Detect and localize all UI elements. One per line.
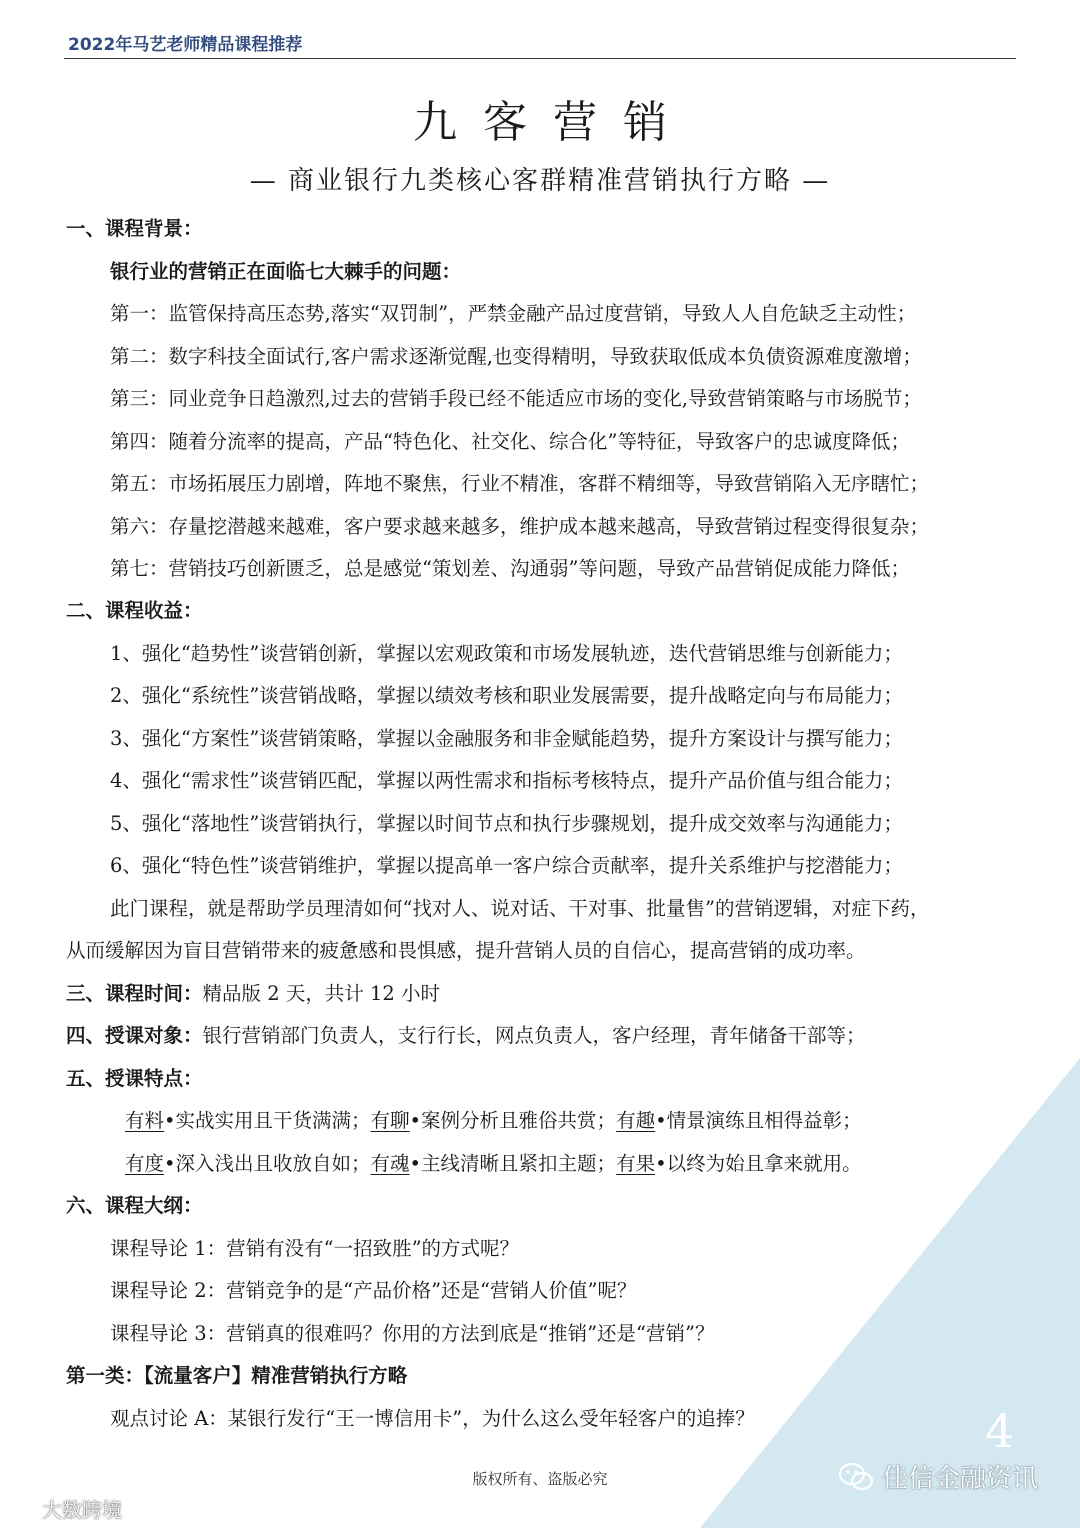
feature-key: 有果: [616, 1152, 656, 1175]
feature-text: •以终为始且拿来就用。: [655, 1152, 862, 1175]
discussion-item: 观点讨论 A：某银行发行“王一博信用卡”，为什么这么受年轻客户的追捧？: [110, 1407, 755, 1430]
feature-key: 有料: [125, 1109, 165, 1132]
feature-key: 有度: [125, 1152, 165, 1175]
course-time-value: 精品版 2 天，共计 12 小时: [202, 982, 441, 1005]
benefit-item: 4、强化“需求性”谈营销匹配，掌握以两性需求和指标考核特点，提升产品价值与组合能力；: [110, 769, 903, 792]
watermark-left: [10, 1494, 122, 1523]
feature-key: 有聊: [370, 1109, 410, 1132]
watermark-left-text: 大数跨境: [42, 1498, 122, 1522]
section-heading-outline: 六、课程大纲：: [66, 1194, 203, 1217]
background-item: 第一：监管保持高压态势,落实“双罚制”，严禁金融产品过度营销，导致人人自危缺乏主动性；: [110, 302, 917, 325]
benefit-item: 3、强化“方案性”谈营销策略，掌握以金融服务和非金赋能趋势，提升方案设计与撰写能力；: [110, 727, 903, 750]
benefit-item: 2、强化“系统性”谈营销战略，掌握以绩效考核和职业发展需要，提升战略定向与布局能力；: [110, 684, 903, 707]
benefit-item: 6、强化“特色性”谈营销维护，掌握以提高单一客户综合贡献率，提升关系维护与挖潜能力；: [110, 854, 903, 877]
course-audience-value: 银行营销部门负责人，支行行长，网点负责人，客户经理，青年储备干部等；: [202, 1024, 866, 1047]
page-header: 2022年马艺老师精品课程推荐: [68, 35, 303, 55]
feature-text: •案例分析且雅俗共赏；: [409, 1109, 617, 1132]
brand-logo-icon: [10, 1498, 36, 1520]
wechat-icon: [838, 1462, 874, 1492]
benefit-item: 5、强化“落地性”谈营销执行，掌握以时间节点和执行步骤规划，提升成交效率与沟通能力；: [110, 812, 903, 835]
background-item: 第四：随着分流率的提高，产品“特色化、社交化、综合化”等特征，导致客户的忠诚度降低；: [110, 430, 910, 453]
features-row: [125, 1152, 862, 1176]
header-divider: [64, 58, 1016, 59]
background-item: 第五：市场拓展压力剧增，阵地不聚焦，行业不精准，客群不精细等，导致营销陷入无序瞎忙；: [110, 472, 930, 495]
feature-key: 有趣: [616, 1109, 656, 1132]
course-audience: [66, 1024, 866, 1048]
page-title: 九客营销: [413, 97, 693, 148]
copyright-footer: 版权所有、盗版必究: [472, 1470, 608, 1488]
background-item: 第六：存量挖潜越来越难，客户要求越来越多，维护成本越来越高，导致营销过程变得很复杂；: [110, 515, 930, 538]
watermark-right: [838, 1458, 1038, 1495]
section-heading-benefits: 二、课程收益：: [66, 599, 203, 622]
feature-text: •深入浅出且收放自如；: [164, 1152, 371, 1175]
course-time: [66, 982, 440, 1006]
page-subtitle: — 商业银行九类核心客群精准营销执行方略 —: [249, 166, 831, 196]
feature-text: •情景演练且相得益彰；: [655, 1109, 862, 1132]
outline-item: 课程导论 2：营销竞争的是“产品价格”还是“营销人价值”呢？: [110, 1279, 637, 1302]
feature-text: •主线清晰且紧扣主题；: [409, 1152, 617, 1175]
section-heading-features: 五、授课特点：: [66, 1067, 203, 1090]
category-heading: 第一类：【流量客户】精准营销执行方略: [66, 1364, 408, 1387]
benefit-summary: 从而缓解因为盲目营销带来的疲惫感和畏惧感，提升营销人员的自信心，提高营销的成功率。: [66, 939, 866, 962]
section-heading-audience: 四、授课对象：: [66, 1024, 203, 1047]
features-row: [125, 1109, 862, 1133]
benefit-item: 1、强化“趋势性”谈营销创新，掌握以宏观政策和市场发展轨迹，迭代营销思维与创新能力；: [110, 642, 903, 665]
background-item: 第二：数字科技全面试行,客户需求逐渐觉醒,也变得精明，导致获取低成本负债资源难度激增；: [110, 345, 922, 368]
background-item: 第七：营销技巧创新匮乏，总是感觉“策划差、沟通弱”等问题，导致产品营销促成能力降低；: [110, 557, 910, 580]
outline-item: 课程导论 1：营销有没有“一招致胜”的方式呢？: [110, 1237, 520, 1260]
section-heading-background: 一、课程背景：: [66, 217, 203, 240]
feature-key: 有魂: [370, 1152, 410, 1175]
benefit-summary: 此门课程，就是帮助学员理清如何“找对人、说对话、干对事、批量售”的营销逻辑，对症下药，: [110, 897, 930, 920]
section-heading-time: 三、课程时间：: [66, 982, 203, 1005]
outline-item: 课程导论 3：营销真的很难吗？你用的方法到底是“推销”还是“营销”？: [110, 1322, 715, 1345]
background-item: 第三：同业竞争日趋激烈,过去的营销手段已经不能适应市场的变化,导致营销策略与市场脱节；: [110, 387, 922, 410]
page-number: 4: [985, 1404, 1015, 1458]
background-intro: 银行业的营销正在面临七大棘手的问题：: [110, 260, 462, 283]
watermark-right-text: 佳信金融资讯: [882, 1464, 1039, 1494]
feature-text: •实战实用且干货满满；: [164, 1109, 371, 1132]
